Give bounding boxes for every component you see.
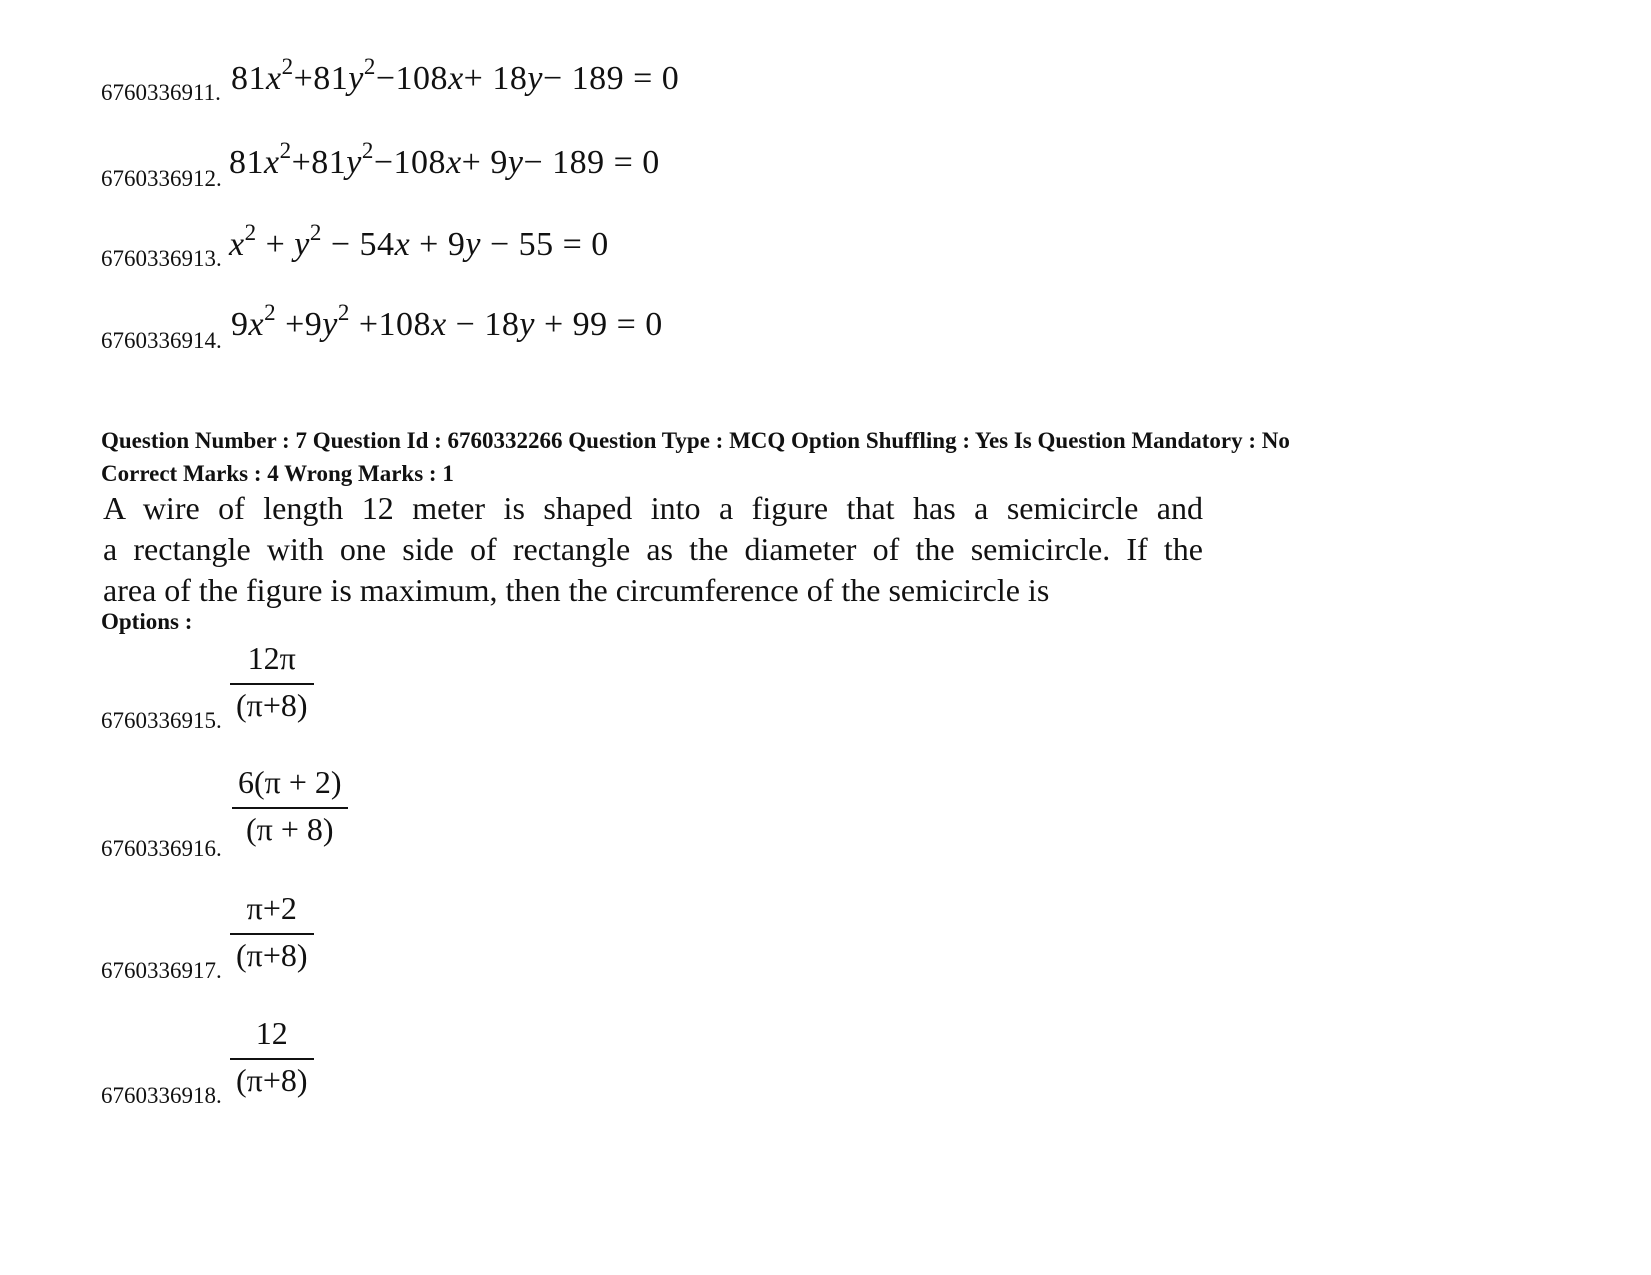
numerator: 12 <box>255 1015 288 1051</box>
question-text <box>103 488 1203 611</box>
equation: $81x^2+81y^2-108x+ 18y- 189 = 0$ <box>231 54 680 97</box>
fraction <box>232 764 348 848</box>
option-id: 6760336915. <box>101 708 222 733</box>
equation: $x^2 + y^2 - 54x + 9y - 55 = 0$ <box>229 220 609 263</box>
question-marks: Correct Marks : 4 Wrong Marks : 1 <box>101 461 454 486</box>
fraction <box>230 640 314 724</box>
denominator: (π+8) <box>236 687 308 723</box>
numerator: 6(π + 2) <box>238 764 342 800</box>
question-meta: Question Number : 7 Question Id : 6760332266 Question Type : MCQ Option Shuffling : Yes Is Question Mandatory : No <box>101 428 1290 453</box>
question-text-line: area of the figure is maximum, then the circumference of the semicircle is <box>103 572 1050 608</box>
option-id: 6760336917. <box>101 958 222 983</box>
fraction <box>230 890 314 974</box>
option-id: 6760336913. <box>101 246 222 271</box>
equation: $81x^2+81y^2-108x+ 9y- 189 = 0$ <box>229 138 660 181</box>
denominator: (π + 8) <box>246 811 334 847</box>
denominator: (π+8) <box>236 1062 308 1098</box>
question-text-line: a rectangle with one side of rectangle as the diameter of the semicircle. If the <box>103 531 1203 567</box>
option-id: 6760336914. <box>101 328 222 353</box>
option-id: 6760336916. <box>101 836 222 861</box>
options-label: Options : <box>101 609 193 634</box>
option-id: 6760336918. <box>101 1083 222 1108</box>
denominator: (π+8) <box>236 937 308 973</box>
option-id: 6760336911. <box>101 80 221 105</box>
question-text-line: A wire of length 12 meter is shaped into a figure that has a semicircle and <box>103 490 1203 526</box>
numerator: π+2 <box>246 890 297 926</box>
equation: $9x^2 +9y^2 +108x - 18y + 99 = 0$ <box>231 300 663 343</box>
numerator: 12π <box>247 640 296 676</box>
option-id: 6760336912. <box>101 166 222 191</box>
fraction <box>230 1015 314 1099</box>
